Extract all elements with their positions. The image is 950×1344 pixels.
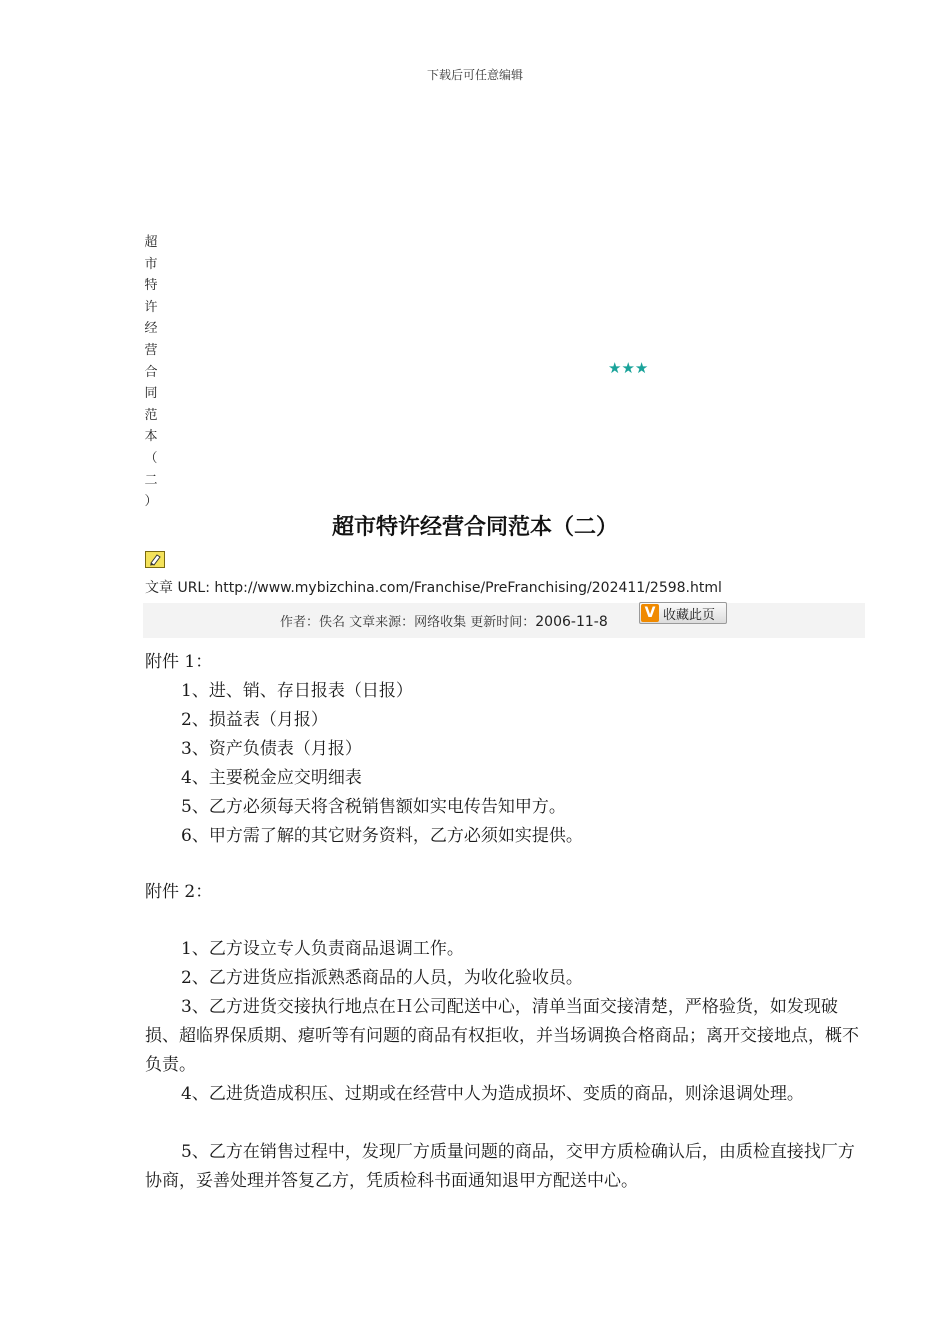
- vertical-title-char: 经: [144, 321, 158, 337]
- annex1-item: 2、损益表（月报）: [181, 710, 328, 730]
- annex2-heading: 附件 2：: [145, 882, 213, 902]
- vertical-title-char: （: [144, 450, 158, 466]
- url-label: 文章: [145, 580, 173, 596]
- rating-stars: ★★★: [608, 359, 649, 377]
- meta-info: 作者：佚名 文章来源：网络收集 更新时间：: [280, 615, 536, 630]
- annex1-item: 6、甲方需了解的其它财务资料，乙方必须如实提供。: [181, 826, 583, 846]
- article-meta: [280, 611, 608, 630]
- annex1-item: 3、资产负债表（月报）: [181, 739, 362, 759]
- pencil-glyph-icon: [148, 553, 163, 566]
- annex1-item: 5、乙方必须每天将含税销售额如实电传告知甲方。: [181, 797, 566, 817]
- annex2-item: 3、乙方进货交接执行地点在Ｈ公司配送中心，清单当面交接清楚，严格验货，如发现破损、超临界保质期、瘪听等有问题的商品有权拒收，并当场调换合格商品；离开交接地点，概不负责。: [145, 997, 859, 1075]
- vertical-title-char: ）: [144, 494, 158, 510]
- page-title: 超市特许经营合同范本（二）: [331, 514, 618, 540]
- vertical-title-char: 本: [144, 429, 158, 445]
- vertical-title: [142, 232, 160, 513]
- vertical-title-char: 许: [144, 299, 158, 315]
- update-date: 2006-11-8: [535, 614, 608, 630]
- v-favorite-icon: V: [641, 604, 659, 622]
- bookmark-label: 收藏此页: [663, 608, 716, 623]
- annex2-item: 2、乙方进货应指派熟悉商品的人员，为收化验收员。: [181, 968, 583, 988]
- vertical-title-char: 二: [144, 472, 158, 488]
- vertical-title-char: 特: [144, 278, 158, 294]
- edit-pencil-icon[interactable]: [145, 551, 165, 568]
- annex2-item: 4、乙进货造成积压、过期或在经营中人为造成损坏、变质的商品，则涂退调处理。: [181, 1084, 804, 1104]
- annex2-item: 1、乙方设立专人负责商品退调工作。: [181, 939, 464, 959]
- vertical-title-char: 同: [144, 386, 158, 402]
- annex1-item: 1、进、销、存日报表（日报）: [181, 681, 413, 701]
- vertical-title-char: 市: [144, 256, 158, 272]
- article-url: [145, 577, 722, 597]
- vertical-title-char: 范: [144, 407, 158, 423]
- annex1-item: 4、主要税金应交明细表: [181, 768, 362, 788]
- vertical-title-char: 超: [144, 235, 158, 250]
- bookmark-page-button[interactable]: [639, 602, 727, 624]
- annex1-heading: 附件 1：: [145, 652, 213, 672]
- vertical-title-char: 营: [144, 342, 158, 358]
- header-note: 下载后可任意编辑: [426, 68, 523, 82]
- vertical-title-char: 合: [144, 364, 158, 380]
- url-text[interactable]: URL: http://www.mybizchina.com/Franchise/PreFranchising/202411/2598.html: [177, 580, 722, 596]
- annex2-item: 5、乙方在销售过程中，发现厂方质量问题的商品，交甲方质检确认后，由质检直接找厂方协商，妥善处理并答复乙方，凭质检科书面通知退甲方配送中心。: [145, 1142, 855, 1191]
